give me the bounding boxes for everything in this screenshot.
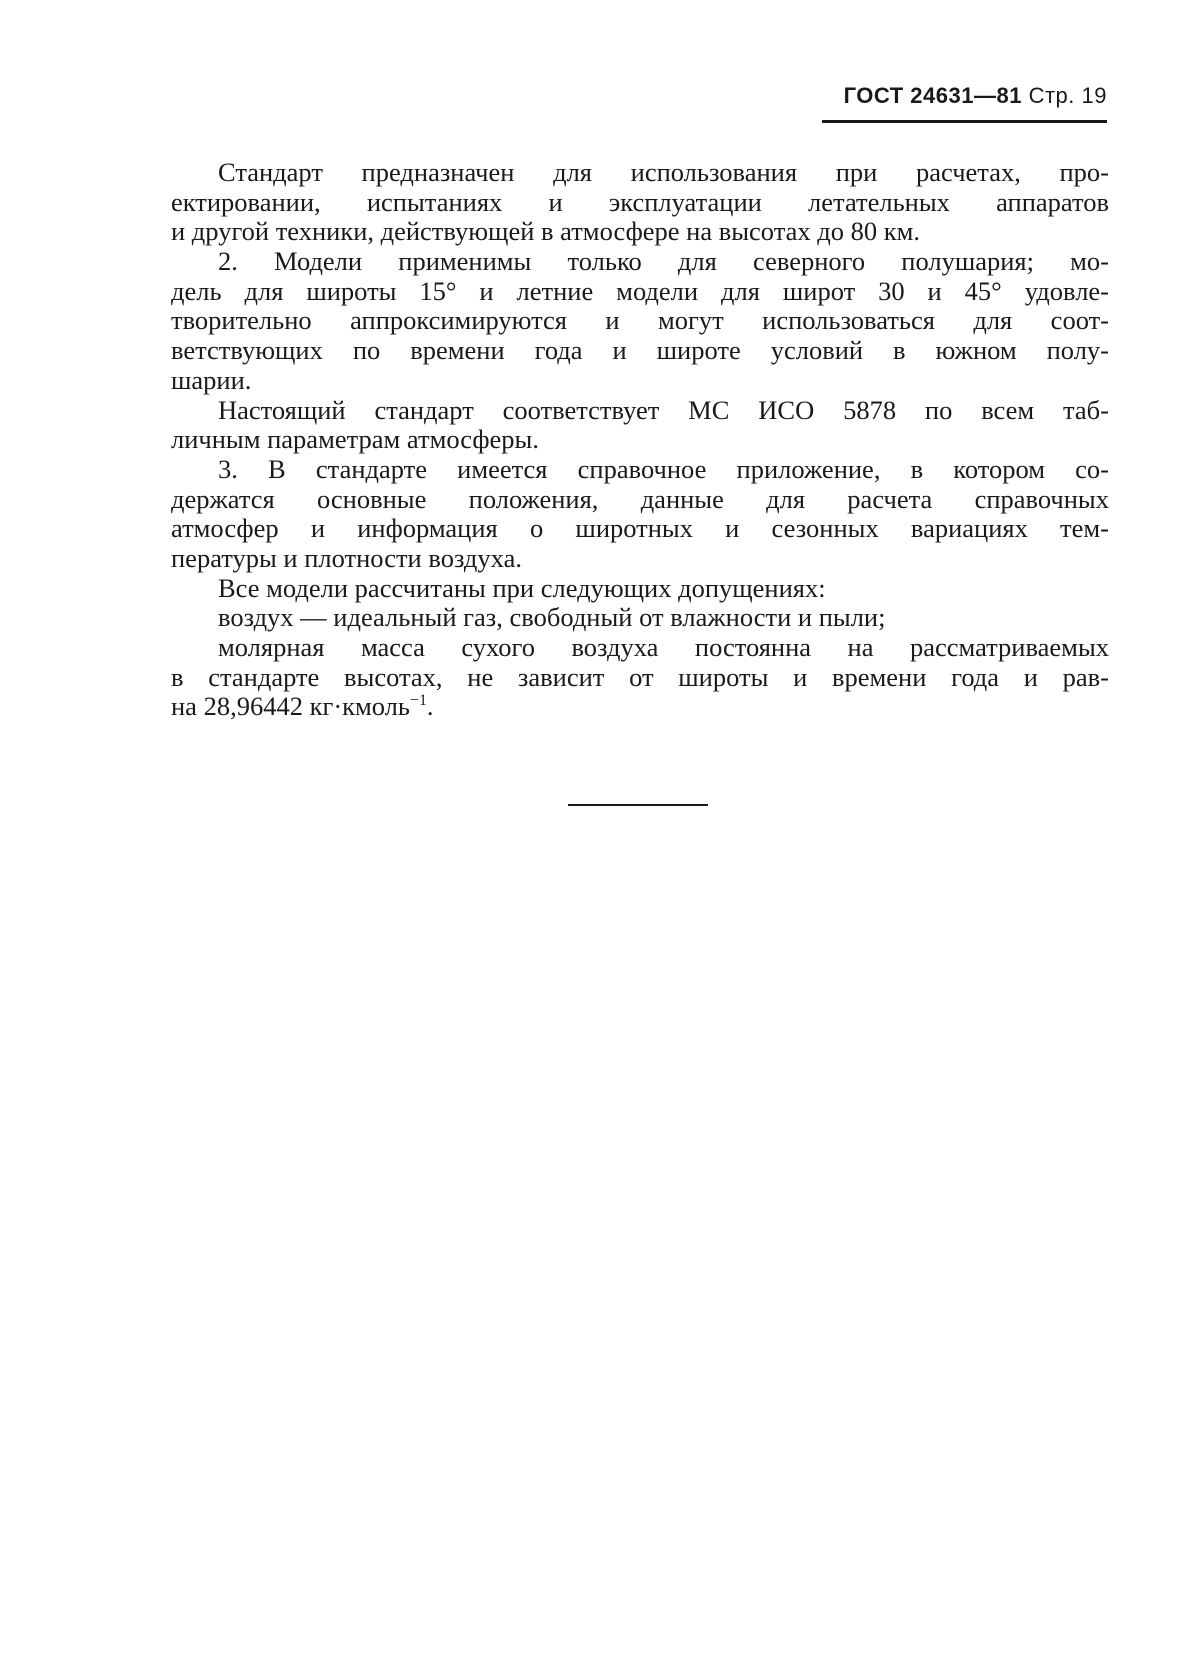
text-line: атмосфер и информация о широтных и сезонных вариациях тем-: [171, 513, 1109, 544]
body-text: [171, 158, 1109, 722]
text-line: ветствующих по времени года и широте условий в южном полу-: [171, 335, 1109, 366]
text-line: ектировании, испытаниях и эксплуатации летательных аппаратов: [171, 186, 1109, 217]
text-line: дель для широты 15° и летние модели для широт 30 и 45° удовле-: [171, 275, 1109, 306]
final-period: .: [426, 691, 434, 722]
text-line: молярная масса сухого воздуха постоянна на рассматриваемых: [218, 632, 1109, 662]
text-line: в стандарте высотах, не зависит от широты и времени года и рав-: [171, 661, 1109, 692]
text-line: 3. В стандарте имеется справочное приложение, в котором со-: [218, 453, 1109, 484]
text-line: Настоящий стандарт соответствует МС ИСО 5878 по всем таб-: [218, 394, 1109, 425]
text-line: шарии.: [171, 364, 252, 395]
text-line: и другой техники, действующей в атмосфере на высотах до 80 км.: [171, 216, 920, 247]
final-line-text: на 28,96442 кг·кмоль: [171, 691, 410, 722]
text-line: пературы и плотности воздуха.: [171, 542, 522, 573]
header-underline: [822, 120, 1107, 123]
text-line: Стандарт предназначен для использования при расчетах, про-: [218, 157, 1109, 187]
exponent: −1: [410, 692, 427, 710]
text-line: творительно аппроксимируются и могут использоваться для соот-: [171, 305, 1109, 336]
standard-number: ГОСТ 24631—81: [843, 83, 1022, 108]
section-end-rule: [568, 804, 708, 806]
page-number: Стр. 19: [1028, 83, 1107, 108]
text-line-final: [171, 692, 1109, 722]
text-line: держатся основные положения, данные для расчета справочных: [171, 483, 1109, 514]
text-line: 2. Модели применимы только для северного полушария; мо-: [218, 246, 1109, 277]
text-line: личным параметрам атмосферы.: [171, 424, 539, 455]
text-line: Все модели рассчитаны при следующих допущениях:: [218, 572, 826, 603]
text-line: воздух — идеальный газ, свободный от влажности и пыли;: [218, 602, 886, 633]
page-header: [822, 83, 1107, 123]
